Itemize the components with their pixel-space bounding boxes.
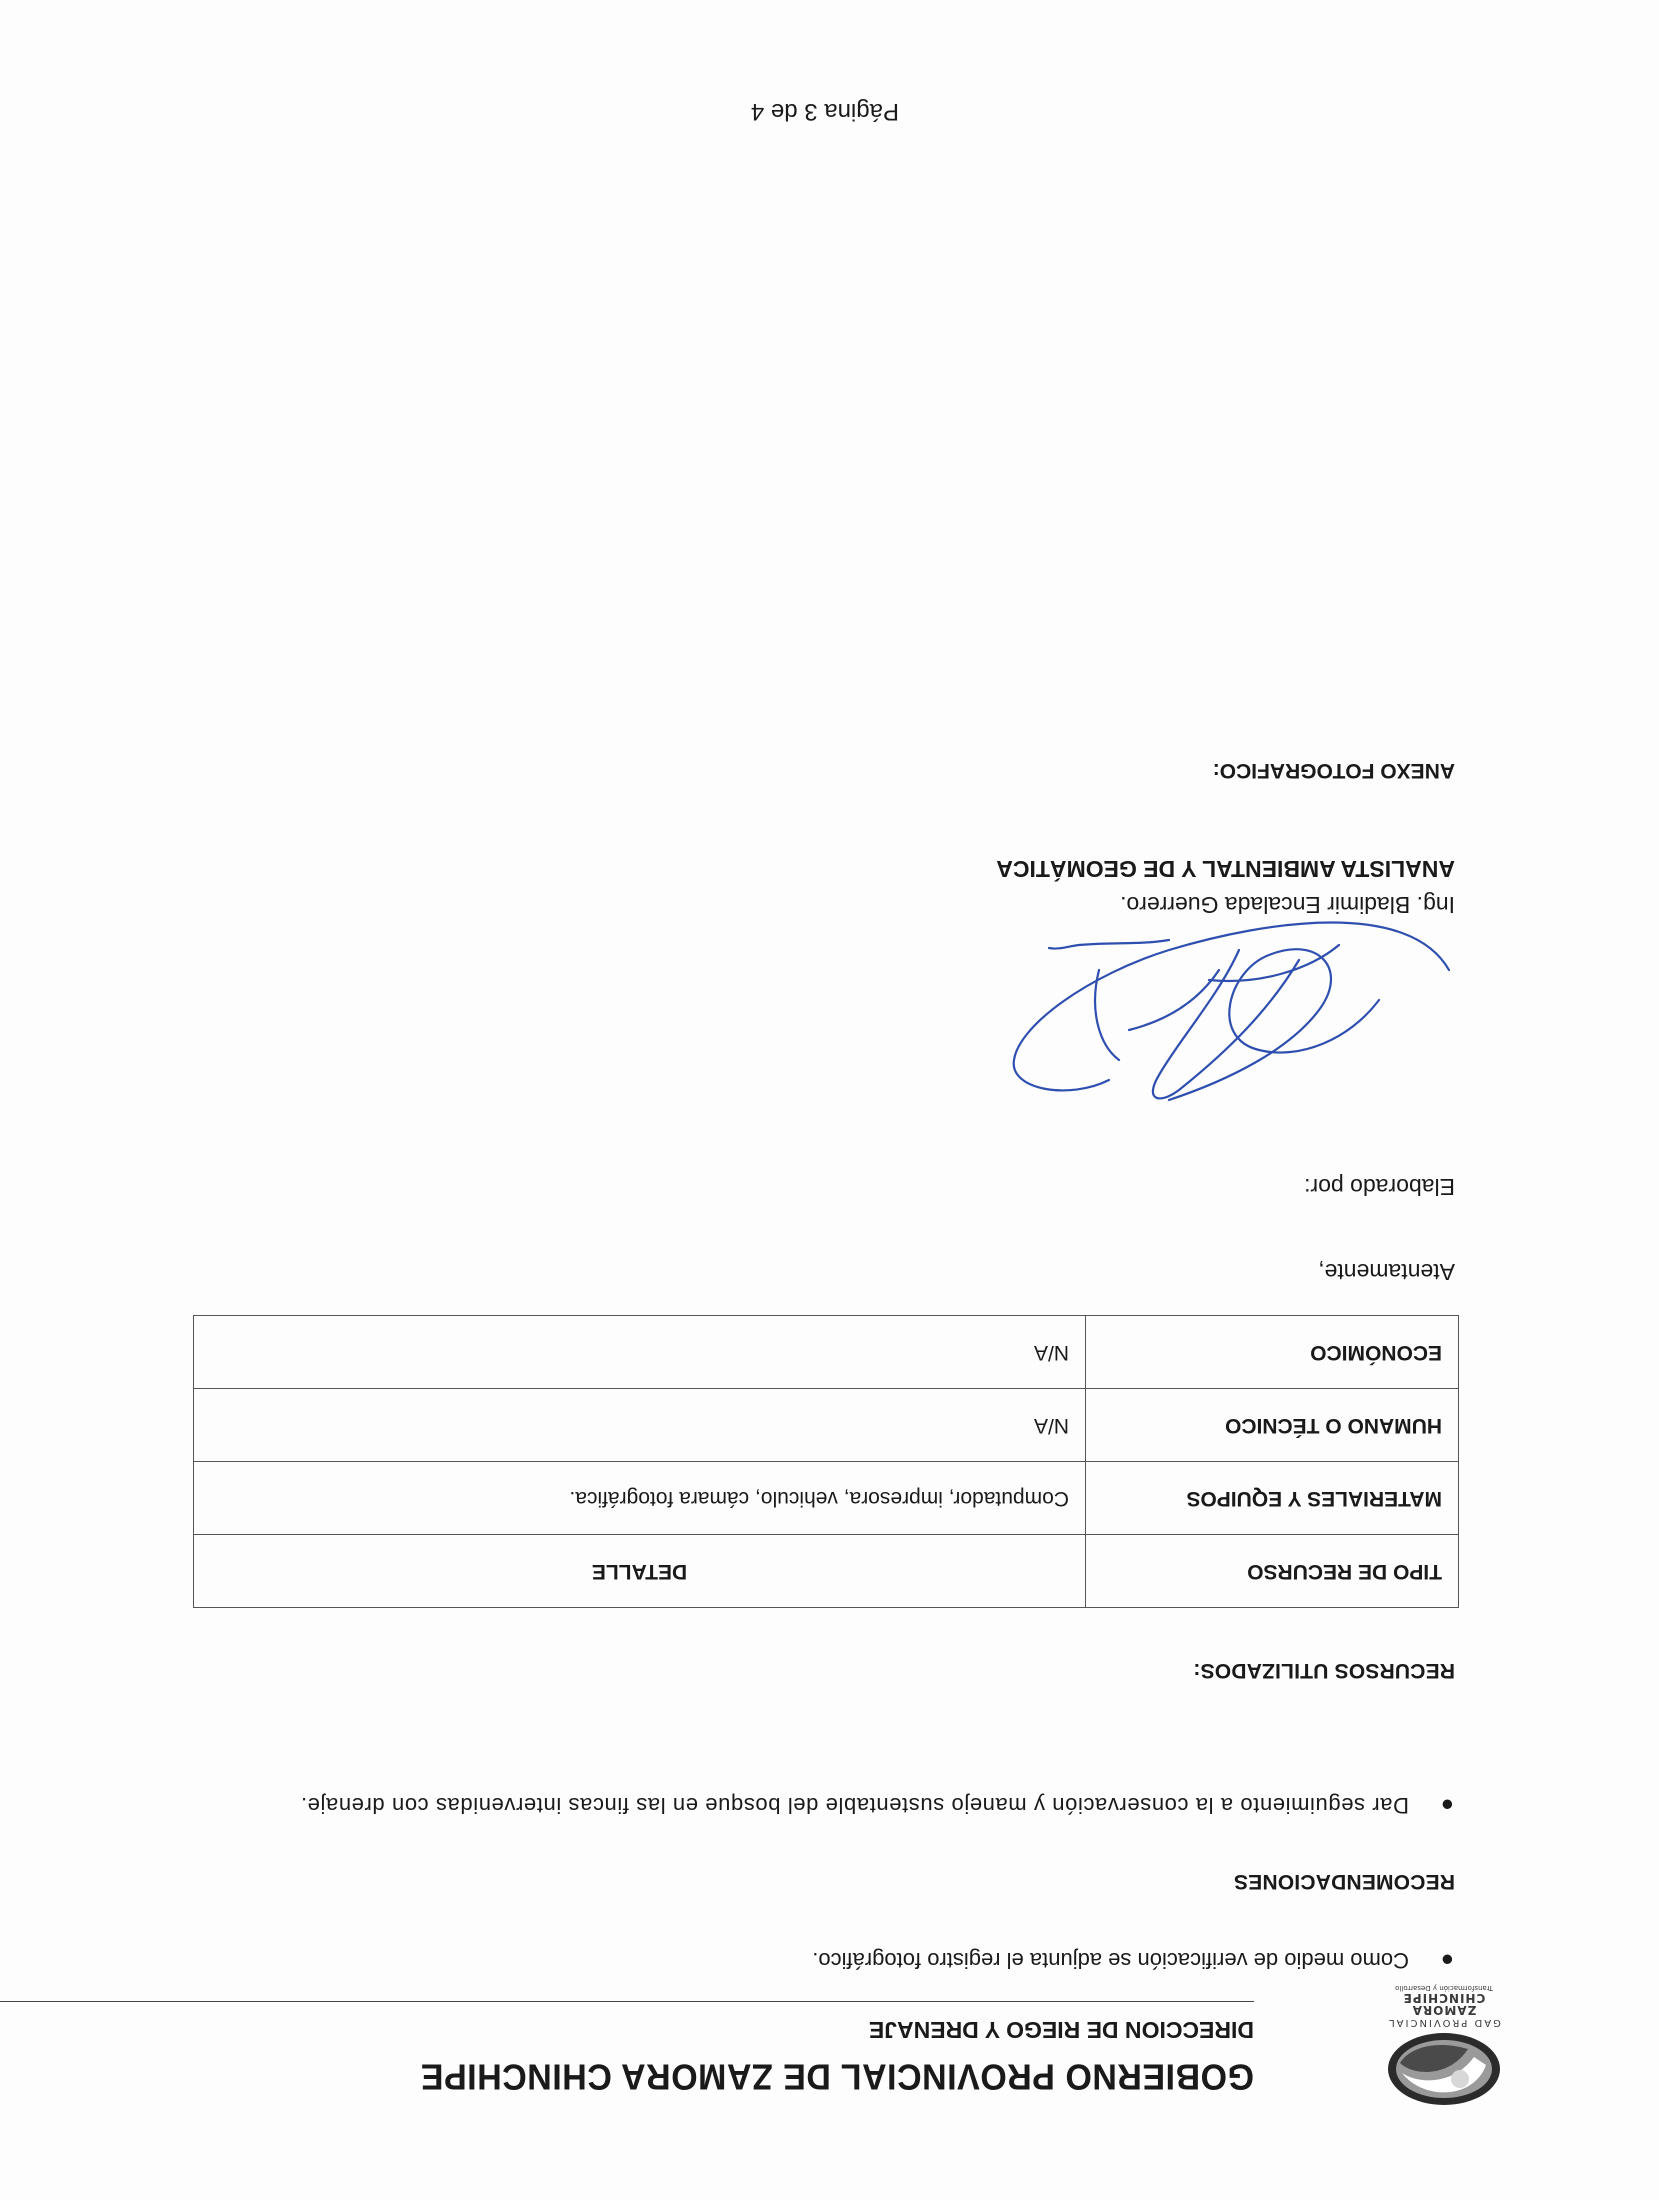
table-header-detail: DETALLE	[194, 1535, 1086, 1608]
table-cell-detail: N/A	[194, 1389, 1086, 1462]
logo-line-3: Transformación y Desarrollo	[1395, 1984, 1493, 1993]
bullet-text: Como medio de verificación se adjunta el registro fotográfico.	[812, 1948, 1409, 1973]
list-item	[134, 1785, 1454, 1825]
recommendations-heading: RECOMENDACIONES	[1233, 1870, 1455, 1893]
prepared-by-label: Elaborado por:	[1304, 1174, 1455, 1200]
document-subtitle: DIRECCION DE RIEGO Y DRENAJE	[868, 2017, 1254, 2043]
resources-heading: RECURSOS UTILIZADOS:	[1193, 1659, 1455, 1682]
list-item	[134, 1940, 1454, 1980]
table-cell-type: MATERIALES Y EQUIPOS	[1086, 1462, 1459, 1535]
bullet-icon: ●	[1440, 1793, 1454, 1818]
closing-salutation: Atentamente,	[1318, 1259, 1455, 1285]
table-row	[194, 1462, 1459, 1535]
table-cell-detail: Computador, impresora, vehiculo, cámara fotográfica.	[194, 1462, 1086, 1535]
logo-line-1: GAD PROVINCIAL	[1387, 2017, 1501, 2028]
bullet-icon: ●	[1440, 1948, 1454, 1973]
handwritten-signature	[989, 900, 1469, 1120]
document-title: GOBIERNO PROVINCIAL DE ZAMORA CHINCHIPE	[420, 2056, 1254, 2096]
table-cell-type: HUMANO O TÉCNICO	[1086, 1389, 1459, 1462]
table-row	[194, 1389, 1459, 1462]
resources-table	[193, 1315, 1459, 1608]
annex-heading: ANEXO FOTOGRAFICO:	[1212, 759, 1455, 782]
table-row	[194, 1316, 1459, 1389]
header-divider	[0, 2001, 1254, 2002]
page-number: Página 3 de 4	[750, 98, 899, 125]
signer-name: Ing. Bladimir Encalada Guerrero.	[1120, 892, 1455, 918]
table-header-type: TIPO DE RECURSO	[1086, 1535, 1459, 1608]
signer-role: ANALISTA AMBIENTAL Y DE GEOMÁTICA	[996, 856, 1455, 882]
table-cell-type: ECONÓMICO	[1086, 1316, 1459, 1389]
table-header-row	[194, 1535, 1459, 1608]
logo-emblem-icon	[1384, 2029, 1504, 2109]
institution-logo	[1369, 1984, 1519, 2109]
document-header	[0, 1984, 1519, 2109]
logo-text	[1369, 1984, 1519, 2027]
recommendation-text: Dar seguimiento a la conservación y manejo sustentable del bosque en las fincas intervenidas con drenaje.	[300, 1793, 1409, 1818]
logo-line-2: ZAMORA CHINCHIPE	[1402, 1990, 1486, 2018]
table-cell-detail: N/A	[194, 1316, 1086, 1389]
